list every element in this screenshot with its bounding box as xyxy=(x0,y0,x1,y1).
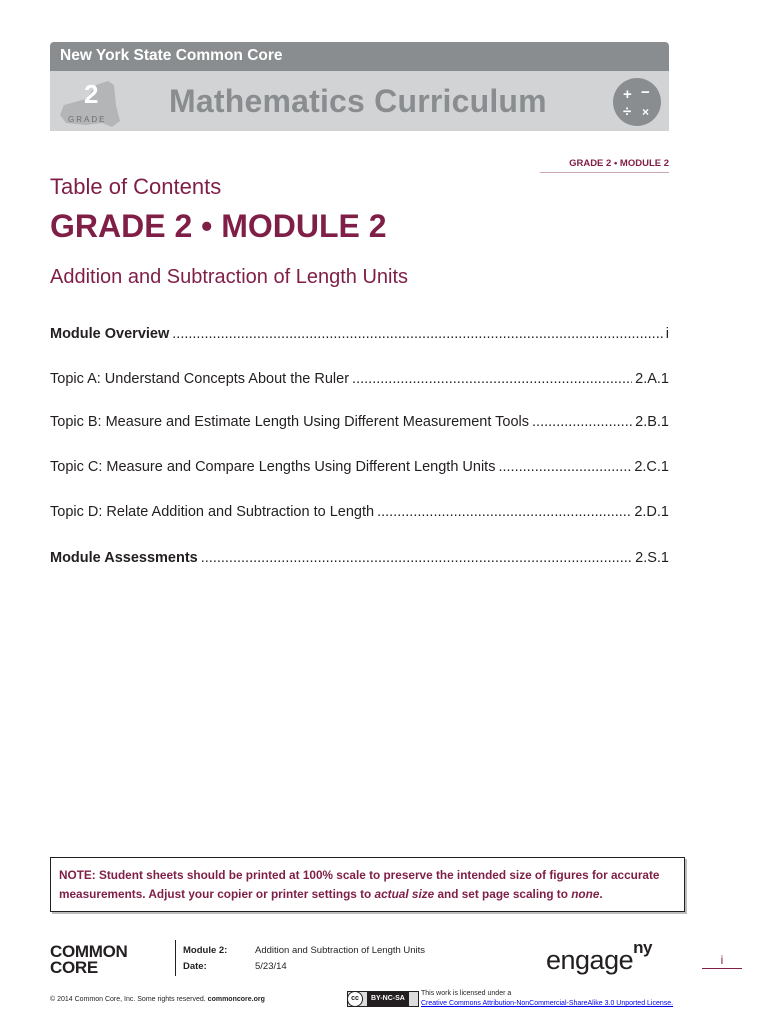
toc-entry-topic-b[interactable] xyxy=(50,414,669,430)
license-text: This work is licensed under a xyxy=(421,990,512,997)
grade-badge xyxy=(56,75,124,129)
note-emphasis-none: none xyxy=(571,887,600,901)
toc-leader-dots xyxy=(377,504,631,520)
toc-entry-label: Topic B: Measure and Estimate Length Using Different Measurement Tools xyxy=(50,414,530,430)
module-tag-underline xyxy=(540,172,669,173)
toc-entry-label: Topic C: Measure and Compare Lengths Using Different Length Units xyxy=(50,459,496,475)
cc-badge-text: BY-NC-SA xyxy=(367,992,409,1006)
grade-word: GRADE xyxy=(68,115,107,124)
toc-entry-label: Module Overview xyxy=(50,326,170,342)
toc-entry-page: 2.S.1 xyxy=(635,550,669,566)
logo-line-2: CORE xyxy=(50,958,98,977)
date-value: 5/23/14 xyxy=(255,961,287,972)
toc-leader-dots xyxy=(172,326,663,342)
creative-commons-icon: cc xyxy=(347,991,363,1007)
toc-label: Table of Contents xyxy=(50,174,222,199)
copyright xyxy=(50,996,265,1003)
toc-entry-topic-c[interactable] xyxy=(50,459,669,475)
module-value: Addition and Subtraction of Length Units xyxy=(255,945,426,956)
engageny-logo xyxy=(546,938,652,976)
page-number-underline xyxy=(702,968,742,969)
note-emphasis-actual-size: actual size xyxy=(374,887,435,901)
toc-entry-label: Module Assessments xyxy=(50,550,198,566)
toc-entry-page: i xyxy=(665,326,669,342)
page-subtitle: Addition and Subtraction of Length Units xyxy=(50,266,409,288)
toc-entry-page: 2.A.1 xyxy=(635,371,669,387)
module-label: Module 2: xyxy=(183,945,228,956)
engage-text: engage xyxy=(546,945,634,975)
note-part-1: NOTE: Student sheets should be printed at 100% scale to preserve the intended size of figures for accurate measurements. Adjust your copier or printer settings to xyxy=(59,868,660,901)
note-box xyxy=(50,857,685,912)
header-banner xyxy=(50,42,669,71)
cc-license-badge[interactable] xyxy=(347,991,419,1007)
toc-leader-dots xyxy=(201,550,632,566)
toc-leader-dots xyxy=(352,371,632,387)
note-text xyxy=(59,866,677,904)
toc-leader-dots xyxy=(498,459,631,475)
common-core-logo xyxy=(50,944,128,976)
toc-entry-topic-a[interactable] xyxy=(50,371,669,387)
toc-entry-label: Topic A: Understand Concepts About the Ruler xyxy=(50,371,350,387)
curriculum-title: Mathematics Curriculum xyxy=(169,83,547,119)
toc-entry-topic-d[interactable] xyxy=(50,504,669,520)
copyright-text: © 2014 Common Core, Inc. Some rights reserved. xyxy=(50,996,208,1003)
page-title: GRADE 2 • MODULE 2 xyxy=(50,208,387,244)
banner-text: New York State Common Core xyxy=(60,47,283,64)
toc-leader-dots xyxy=(532,414,632,430)
toc-entry-label: Topic D: Relate Addition and Subtraction to Length xyxy=(50,504,375,520)
grade-number: 2 xyxy=(84,79,99,109)
note-part-2: and set page scaling to xyxy=(434,887,572,901)
curriculum-banner xyxy=(50,71,669,131)
note-part-3: . xyxy=(599,887,603,901)
plus-minus-divide-times-icon: + − ÷ × xyxy=(613,78,661,126)
copyright-site: commoncore.org xyxy=(207,996,265,1003)
toc-entry-module-assessments[interactable] xyxy=(50,550,669,566)
ny-text: ny xyxy=(633,938,652,957)
module-tag: GRADE 2 • MODULE 2 xyxy=(569,158,669,169)
toc-entry-page: 2.C.1 xyxy=(634,459,669,475)
toc-entry-page: 2.D.1 xyxy=(634,504,669,520)
toc-entry-module-overview[interactable] xyxy=(50,326,669,342)
license-link[interactable]: Creative Commons Attribution-NonCommercial-ShareAlike 3.0 Unported License. xyxy=(421,1000,674,1007)
footer-divider xyxy=(175,940,176,976)
page-number: i xyxy=(720,953,724,967)
logo-line-1: COMMON xyxy=(50,942,128,961)
toc-entry-page: 2.B.1 xyxy=(635,414,669,430)
date-label: Date: xyxy=(183,961,207,972)
